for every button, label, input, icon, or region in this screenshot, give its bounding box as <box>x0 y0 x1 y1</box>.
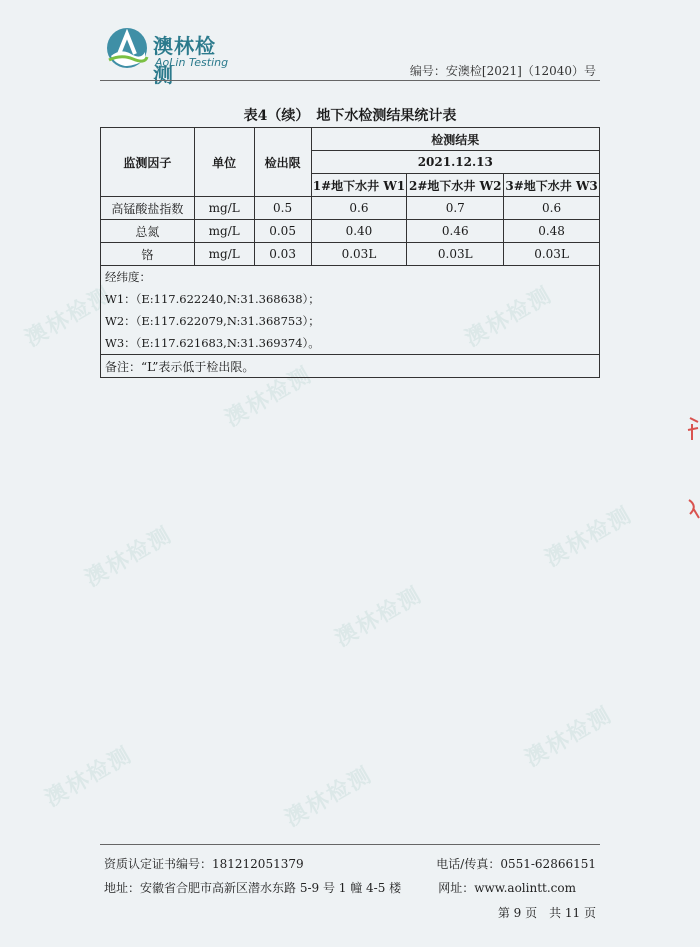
cell-unit: mg/L <box>194 197 254 220</box>
table-title: 表4（续） 地下水检测结果统计表 <box>243 108 457 124</box>
logo-english-name: AoLin Testing <box>155 56 229 69</box>
header-result: 检测结果 <box>311 128 599 151</box>
address: 地址：安徽省合肥市高新区潜水东路 5-9 号 1 幢 4-5 楼 <box>104 881 402 895</box>
cell-unit: mg/L <box>194 243 254 266</box>
watermark: 澳林检测 <box>81 522 177 593</box>
table-row <box>101 243 600 266</box>
header-well-3: 3#地下水井 W3 <box>504 174 600 197</box>
watermark: 澳林检测 <box>331 582 427 653</box>
cell-w2: 0.03L <box>407 243 504 266</box>
cell-factor: 铬 <box>101 243 195 266</box>
cell-w3: 0.6 <box>504 197 600 220</box>
header-well-2: 2#地下水井 W2 <box>407 174 504 197</box>
note-cell: 备注：“L”表示低于检出限。 <box>101 355 600 378</box>
cell-w2: 0.7 <box>407 197 504 220</box>
company-logo <box>105 26 235 87</box>
watermark: 澳林检测 <box>21 282 117 353</box>
page-number: 第 9 页 共 11 页 <box>497 906 596 920</box>
watermark: 澳林检测 <box>221 362 317 433</box>
cell-w3: 0.48 <box>504 220 600 243</box>
coordinate-w2: W2：（E:117.622079,N:31.368753）； <box>105 314 320 328</box>
header-factor: 监测因子 <box>101 128 195 197</box>
header-divider <box>100 80 600 81</box>
stamp-fragment <box>684 410 700 530</box>
watermark: 澳林检测 <box>41 742 137 813</box>
logo-icon <box>105 26 149 70</box>
footer-divider <box>100 844 600 845</box>
report-number: 编号：安澳检[2021]（12040）号 <box>409 64 596 78</box>
cell-limit: 0.03 <box>254 243 311 266</box>
table-row <box>101 220 600 243</box>
header-well-1: 1#地下水井 W1 <box>311 174 407 197</box>
header-unit: 单位 <box>194 128 254 197</box>
cell-w2: 0.46 <box>407 220 504 243</box>
cell-w3: 0.03L <box>504 243 600 266</box>
watermark: 澳林检测 <box>521 702 617 773</box>
certificate-number: 资质认定证书编号：181212051379 <box>104 857 304 871</box>
cell-w1: 0.03L <box>311 243 407 266</box>
phone-fax: 电话/传真：0551-62866151 <box>436 857 596 871</box>
watermark: 澳林检测 <box>541 502 637 573</box>
logo-chinese-name: 澳林检测 <box>153 34 216 87</box>
coordinate-w1: W1：（E:117.622240,N:31.368638）； <box>105 292 320 306</box>
cell-unit: mg/L <box>194 220 254 243</box>
cell-factor: 总氮 <box>101 220 195 243</box>
coordinates-label: 经纬度： <box>105 270 151 284</box>
watermark: 澳林检测 <box>461 282 557 353</box>
table-row <box>101 197 600 220</box>
coordinates-cell <box>101 266 600 355</box>
coordinate-w3: W3：（E:117.621683,N:31.369374）。 <box>105 336 320 350</box>
results-table <box>100 127 600 378</box>
website: 网址：www.aolintt.com <box>438 881 576 895</box>
cell-w1: 0.40 <box>311 220 407 243</box>
cell-w1: 0.6 <box>311 197 407 220</box>
cell-limit: 0.5 <box>254 197 311 220</box>
cell-factor: 高锰酸盐指数 <box>101 197 195 220</box>
cell-limit: 0.05 <box>254 220 311 243</box>
watermark: 澳林检测 <box>281 762 377 833</box>
header-date: 2021.12.13 <box>311 151 599 174</box>
header-limit: 检出限 <box>254 128 311 197</box>
